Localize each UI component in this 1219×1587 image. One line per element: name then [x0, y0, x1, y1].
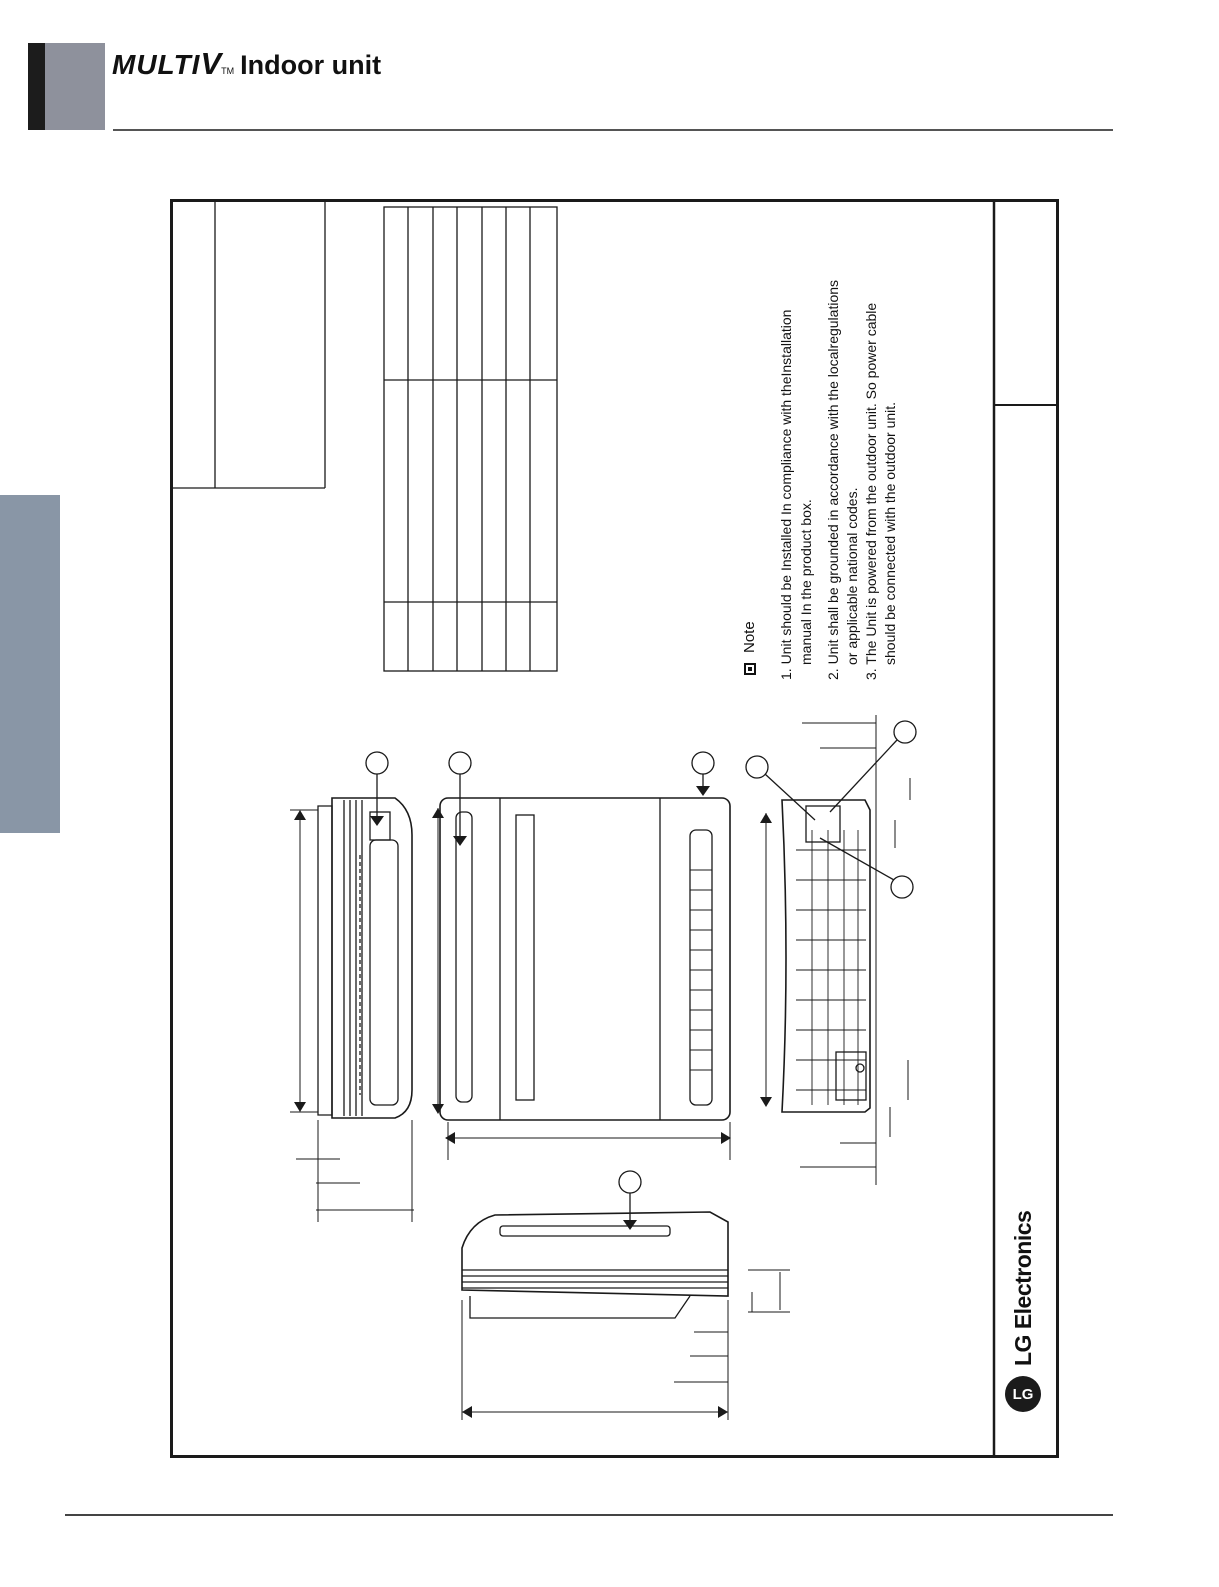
spec-table — [384, 207, 557, 671]
lg-electronics-logo — [1005, 1211, 1041, 1412]
callout-circle — [692, 752, 714, 774]
brand-multi: MULTI — [112, 49, 201, 80]
info-box — [172, 200, 325, 488]
lg-logo-text: LG Electronics — [1009, 1210, 1036, 1366]
lg-logo-icon: LG — [1005, 1376, 1041, 1412]
brand-tm: TM — [221, 66, 235, 76]
note-bullet-icon — [744, 663, 756, 675]
arrow-heads — [294, 786, 772, 1418]
note-line-6: should be connected with the outdoor unit. — [882, 401, 898, 665]
brand-unit-label: Indoor unit — [240, 50, 382, 80]
callout-circle — [449, 752, 471, 774]
note-line-1: 1. Unit should be Installed In compliance with theInstallation — [778, 309, 794, 680]
unit-rear-view — [782, 800, 870, 1112]
brand-v: V — [200, 46, 222, 81]
callout-circle — [894, 721, 916, 743]
callout-circle — [891, 876, 913, 898]
note-line-2: manual In the product box. — [798, 499, 814, 665]
callout-circle — [746, 756, 768, 778]
unit-side-view — [318, 798, 412, 1118]
callout-circle — [619, 1171, 641, 1193]
note-line-3: 2. Unit shall be grounded in accordance with the localregulations — [825, 279, 841, 680]
note-line-4: or applicable national codes. — [844, 487, 860, 665]
unit-bottom-view — [462, 1212, 728, 1318]
dimension-lines — [290, 715, 910, 1420]
unit-front-view — [440, 798, 730, 1120]
note-line-5: 3. The Unit is powered from the outdoor unit. So power cable — [863, 302, 879, 680]
note-heading: Note — [741, 621, 758, 675]
callout-circle — [366, 752, 388, 774]
